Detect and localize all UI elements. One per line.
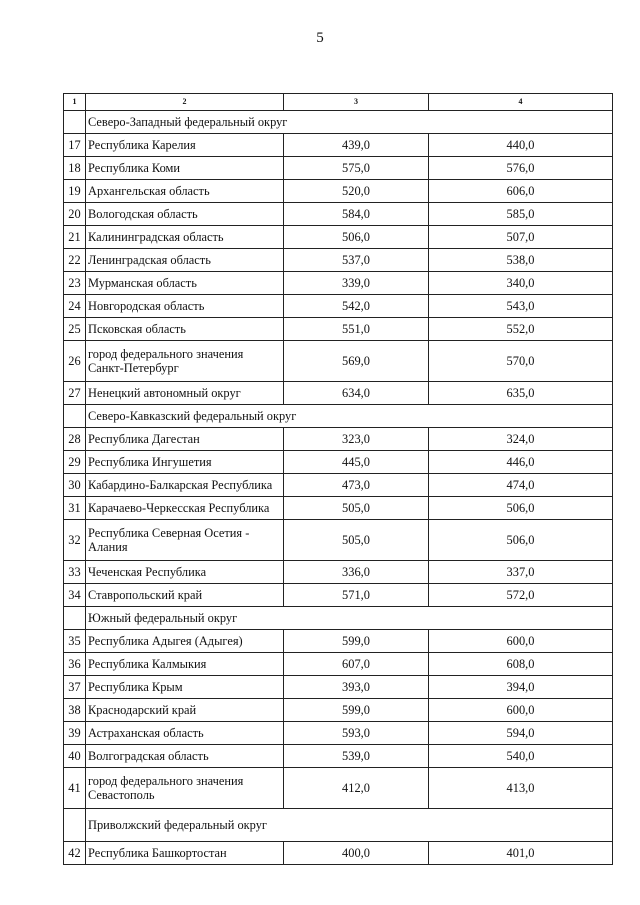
table-row <box>64 842 613 865</box>
row-number: 39 <box>64 722 86 745</box>
row-number: 37 <box>64 676 86 699</box>
region-name: Калининградская область <box>86 226 284 249</box>
value-col3: 539,0 <box>284 745 429 768</box>
value-col4: 401,0 <box>429 842 613 865</box>
header-cell-2: 2 <box>86 94 284 111</box>
table-row <box>64 474 613 497</box>
value-col3: 439,0 <box>284 134 429 157</box>
value-col4: 572,0 <box>429 584 613 607</box>
header-cell-3: 3 <box>284 94 429 111</box>
value-col4: 543,0 <box>429 295 613 318</box>
data-table <box>63 93 613 865</box>
value-col3: 569,0 <box>284 341 429 382</box>
value-col4: 570,0 <box>429 341 613 382</box>
value-col4: 506,0 <box>429 520 613 561</box>
row-number: 36 <box>64 653 86 676</box>
row-number: 19 <box>64 180 86 203</box>
row-number: 29 <box>64 451 86 474</box>
table-row <box>64 630 613 653</box>
table-row <box>64 382 613 405</box>
value-col3: 339,0 <box>284 272 429 295</box>
table-row <box>64 226 613 249</box>
value-col4: 608,0 <box>429 653 613 676</box>
value-col4: 413,0 <box>429 768 613 809</box>
value-col3: 537,0 <box>284 249 429 272</box>
table-row <box>64 249 613 272</box>
row-number: 22 <box>64 249 86 272</box>
region-name: Ленинградская область <box>86 249 284 272</box>
value-col3: 506,0 <box>284 226 429 249</box>
region-name: Архангельская область <box>86 180 284 203</box>
table-header-row <box>64 94 613 111</box>
header-cell-1: 1 <box>64 94 86 111</box>
region-name: Ненецкий автономный округ <box>86 382 284 405</box>
value-col3: 336,0 <box>284 561 429 584</box>
region-name: Краснодарский край <box>86 699 284 722</box>
value-col4: 594,0 <box>429 722 613 745</box>
value-col4: 340,0 <box>429 272 613 295</box>
region-name: Республика Адыгея (Адыгея) <box>86 630 284 653</box>
table-row <box>64 768 613 809</box>
table-row <box>64 676 613 699</box>
table-row <box>64 180 613 203</box>
value-col4: 506,0 <box>429 497 613 520</box>
value-col3: 593,0 <box>284 722 429 745</box>
region-name: Вологодская область <box>86 203 284 226</box>
value-col3: 551,0 <box>284 318 429 341</box>
table-row <box>64 134 613 157</box>
row-number: 35 <box>64 630 86 653</box>
row-number: 31 <box>64 497 86 520</box>
region-name: Республика Крым <box>86 676 284 699</box>
value-col4: 552,0 <box>429 318 613 341</box>
table-row <box>64 451 613 474</box>
table-row <box>64 497 613 520</box>
value-col3: 584,0 <box>284 203 429 226</box>
value-col3: 473,0 <box>284 474 429 497</box>
region-name: Волгоградская область <box>86 745 284 768</box>
value-col3: 542,0 <box>284 295 429 318</box>
value-col3: 599,0 <box>284 699 429 722</box>
section-row <box>64 405 613 428</box>
value-col4: 576,0 <box>429 157 613 180</box>
row-number: 23 <box>64 272 86 295</box>
value-col3: 575,0 <box>284 157 429 180</box>
region-name: Республика Северная Осетия - Алания <box>86 520 284 561</box>
value-col3: 599,0 <box>284 630 429 653</box>
table-row <box>64 318 613 341</box>
value-col4: 538,0 <box>429 249 613 272</box>
table-row <box>64 722 613 745</box>
value-col3: 634,0 <box>284 382 429 405</box>
row-number: 18 <box>64 157 86 180</box>
value-col3: 323,0 <box>284 428 429 451</box>
region-name: Республика Калмыкия <box>86 653 284 676</box>
row-number: 26 <box>64 341 86 382</box>
value-col4: 600,0 <box>429 630 613 653</box>
section-title: Северо-Кавказский федеральный округ <box>86 405 613 428</box>
table-row <box>64 428 613 451</box>
region-name: Республика Коми <box>86 157 284 180</box>
table-row <box>64 584 613 607</box>
section-number-cell <box>64 809 86 842</box>
value-col3: 445,0 <box>284 451 429 474</box>
row-number: 32 <box>64 520 86 561</box>
region-name: город федерального значения Севастополь <box>86 768 284 809</box>
value-col3: 412,0 <box>284 768 429 809</box>
section-row <box>64 111 613 134</box>
row-number: 25 <box>64 318 86 341</box>
section-number-cell <box>64 111 86 134</box>
region-name: Ставропольский край <box>86 584 284 607</box>
value-col4: 394,0 <box>429 676 613 699</box>
table-body <box>64 94 613 865</box>
value-col3: 607,0 <box>284 653 429 676</box>
section-number-cell <box>64 607 86 630</box>
region-name: город федерального значения Санкт-Петербург <box>86 341 284 382</box>
value-col4: 540,0 <box>429 745 613 768</box>
region-name: Республика Дагестан <box>86 428 284 451</box>
region-name: Новгородская область <box>86 295 284 318</box>
region-name: Республика Карелия <box>86 134 284 157</box>
table-row <box>64 295 613 318</box>
region-name: Мурманская область <box>86 272 284 295</box>
row-number: 40 <box>64 745 86 768</box>
region-name: Кабардино-Балкарская Республика <box>86 474 284 497</box>
value-col4: 440,0 <box>429 134 613 157</box>
value-col3: 571,0 <box>284 584 429 607</box>
header-cell-4: 4 <box>429 94 613 111</box>
region-name: Республика Башкортостан <box>86 842 284 865</box>
value-col3: 400,0 <box>284 842 429 865</box>
table-row <box>64 272 613 295</box>
region-name: Республика Ингушетия <box>86 451 284 474</box>
value-col3: 520,0 <box>284 180 429 203</box>
section-title: Приволжский федеральный округ <box>86 809 613 842</box>
section-title: Северо-Западный федеральный округ <box>86 111 613 134</box>
row-number: 24 <box>64 295 86 318</box>
section-row <box>64 607 613 630</box>
table-row <box>64 699 613 722</box>
region-name: Псковская область <box>86 318 284 341</box>
row-number: 27 <box>64 382 86 405</box>
section-number-cell <box>64 405 86 428</box>
row-number: 42 <box>64 842 86 865</box>
value-col4: 635,0 <box>429 382 613 405</box>
row-number: 17 <box>64 134 86 157</box>
row-number: 41 <box>64 768 86 809</box>
table-row <box>64 157 613 180</box>
table-row <box>64 653 613 676</box>
row-number: 21 <box>64 226 86 249</box>
page-number: 5 <box>316 30 324 46</box>
region-name: Карачаево-Черкесская Республика <box>86 497 284 520</box>
value-col4: 600,0 <box>429 699 613 722</box>
table-row <box>64 520 613 561</box>
region-name: Астраханская область <box>86 722 284 745</box>
section-title: Южный федеральный округ <box>86 607 613 630</box>
row-number: 28 <box>64 428 86 451</box>
value-col4: 606,0 <box>429 180 613 203</box>
table-row <box>64 341 613 382</box>
row-number: 38 <box>64 699 86 722</box>
value-col4: 585,0 <box>429 203 613 226</box>
table-row <box>64 745 613 768</box>
table-row <box>64 561 613 584</box>
table-row <box>64 203 613 226</box>
value-col3: 505,0 <box>284 520 429 561</box>
row-number: 30 <box>64 474 86 497</box>
value-col4: 446,0 <box>429 451 613 474</box>
row-number: 20 <box>64 203 86 226</box>
value-col4: 507,0 <box>429 226 613 249</box>
section-row <box>64 809 613 842</box>
row-number: 33 <box>64 561 86 584</box>
value-col4: 474,0 <box>429 474 613 497</box>
row-number: 34 <box>64 584 86 607</box>
region-name: Чеченская Республика <box>86 561 284 584</box>
value-col4: 324,0 <box>429 428 613 451</box>
value-col3: 393,0 <box>284 676 429 699</box>
value-col3: 505,0 <box>284 497 429 520</box>
value-col4: 337,0 <box>429 561 613 584</box>
